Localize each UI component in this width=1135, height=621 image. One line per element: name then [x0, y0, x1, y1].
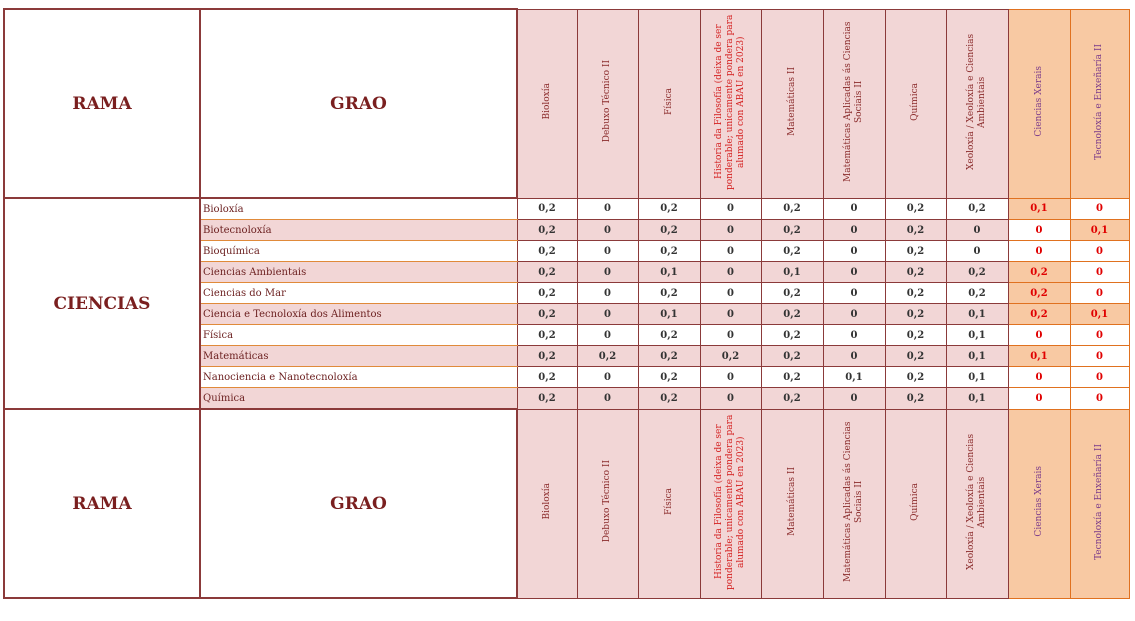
weight-cell: 0,2 — [700, 346, 761, 367]
weight-cell: 0 — [1008, 325, 1070, 346]
weight-cell: 0,1 — [1070, 304, 1129, 325]
top-subject-8 — [1008, 9, 1070, 198]
weight-cell: 0,2 — [885, 283, 946, 304]
weight-cell: 0 — [577, 262, 638, 283]
weight-cell: 0 — [577, 220, 638, 241]
weight-cell: 0 — [1070, 346, 1129, 367]
weight-cell: 0,2 — [761, 304, 823, 325]
weight-cell: 0,1 — [946, 388, 1008, 410]
weight-cell: 0,2 — [517, 325, 577, 346]
grado-name: Química — [200, 388, 517, 410]
weight-cell: 0 — [1008, 367, 1070, 388]
weight-cell: 0,1 — [638, 262, 700, 283]
weight-cell: 0 — [823, 304, 885, 325]
weight-cell: 0 — [1070, 388, 1129, 410]
grado-name: Ciencias Ambientais — [200, 262, 517, 283]
subject-label: Química — [910, 82, 920, 121]
top-subject-7 — [946, 9, 1008, 198]
weight-cell: 0,2 — [638, 346, 700, 367]
weight-cell: 0 — [577, 198, 638, 220]
weight-cell: 0 — [823, 198, 885, 220]
weight-cell: 0 — [1070, 283, 1129, 304]
weight-cell: 0,2 — [577, 346, 638, 367]
weight-cell: 0 — [823, 262, 885, 283]
weight-cell: 0 — [700, 198, 761, 220]
subject-label: Historia da Filosofía (deixa de ser ponderable; unicamente pondera para alumado con ABAU en 2023) — [714, 13, 746, 190]
weight-cell: 0 — [823, 220, 885, 241]
weight-cell: 0 — [946, 241, 1008, 262]
weight-cell: 0,2 — [761, 367, 823, 388]
weight-cell: 0,2 — [517, 388, 577, 410]
weight-cell: 0,2 — [885, 198, 946, 220]
subject-label: Matemáticas II — [786, 467, 797, 536]
weight-cell: 0 — [1070, 241, 1129, 262]
weight-cell: 0 — [823, 325, 885, 346]
grado-name: Biotecnoloxía — [200, 220, 517, 241]
weight-cell: 0,1 — [823, 367, 885, 388]
weight-cell: 0,2 — [761, 388, 823, 410]
top-subject-6 — [885, 9, 946, 198]
weight-cell: 0 — [1008, 220, 1070, 241]
weight-cell: 0 — [1008, 388, 1070, 410]
bottom-subject-8 — [1008, 409, 1070, 598]
rama-name: CIENCIAS — [4, 198, 200, 409]
top-subject-5 — [823, 9, 885, 198]
weight-cell: 0 — [700, 367, 761, 388]
top-subject-1 — [577, 9, 638, 198]
weight-cell: 0 — [700, 283, 761, 304]
weight-cell: 0 — [1070, 198, 1129, 220]
weight-cell: 0,2 — [761, 198, 823, 220]
weight-cell: 0,2 — [517, 262, 577, 283]
weight-cell: 0,2 — [517, 367, 577, 388]
subject-label: Historia da Filosofía (deixa de ser ponderable; unicamente pondera para alumado con ABAU en 2023) — [714, 413, 746, 590]
weight-cell: 0 — [823, 241, 885, 262]
weight-cell: 0 — [700, 241, 761, 262]
grado-name: Nanociencia e Nanotecnoloxía — [200, 367, 517, 388]
weight-cell: 0,2 — [638, 325, 700, 346]
subject-label: Química — [910, 482, 920, 521]
weight-cell: 0 — [577, 283, 638, 304]
top-subject-9 — [1070, 9, 1129, 198]
subject-label: Matemáticas II — [786, 67, 797, 136]
weight-cell: 0,1 — [761, 262, 823, 283]
weight-cell: 0,2 — [885, 220, 946, 241]
weight-cell: 0 — [700, 304, 761, 325]
bottom-subject-1 — [577, 409, 638, 598]
subject-label: Debuxo Técnico II — [602, 60, 612, 143]
weight-cell: 0 — [577, 304, 638, 325]
grao-header: GRAO — [200, 409, 517, 598]
weight-cell: 0,2 — [1008, 262, 1070, 283]
weight-cell: 0,2 — [761, 325, 823, 346]
rama-header: RAMA — [4, 409, 200, 598]
subject-label: Bioloxía — [541, 483, 552, 520]
weight-cell: 0,1 — [1008, 198, 1070, 220]
bottom-subject-6 — [885, 409, 946, 598]
weight-cell: 0 — [823, 283, 885, 304]
subject-label: Debuxo Técnico II — [602, 460, 612, 543]
grado-name: Ciencias do Mar — [200, 283, 517, 304]
subject-label: Ciencias Xerais — [1033, 66, 1044, 137]
subject-label: Matemáticas Aplicadas ás Ciencias Sociais II — [843, 21, 864, 182]
weight-cell: 0,2 — [638, 220, 700, 241]
weight-cell: 0,2 — [517, 220, 577, 241]
weight-cell: 0,2 — [761, 346, 823, 367]
top-subject-4 — [761, 9, 823, 198]
table-row — [4, 198, 1129, 220]
weight-cell: 0,2 — [885, 241, 946, 262]
subject-label: Física — [663, 87, 674, 116]
weight-cell: 0,1 — [946, 325, 1008, 346]
weight-cell: 0,2 — [638, 241, 700, 262]
weight-cell: 0 — [700, 325, 761, 346]
bottom-subject-4 — [761, 409, 823, 598]
subject-label: Ciencias Xerais — [1033, 466, 1044, 537]
weight-cell: 0,2 — [517, 241, 577, 262]
weight-cell: 0 — [946, 220, 1008, 241]
weight-cell: 0,2 — [885, 346, 946, 367]
weight-cell: 0,2 — [517, 304, 577, 325]
weighting-table — [3, 8, 1130, 599]
subject-label: Física — [663, 487, 674, 516]
grado-name: Bioloxía — [200, 198, 517, 220]
weight-cell: 0,2 — [1008, 304, 1070, 325]
weight-cell: 0 — [1070, 262, 1129, 283]
weight-cell: 0,1 — [946, 346, 1008, 367]
top-subject-2 — [638, 9, 700, 198]
weight-cell: 0 — [1070, 325, 1129, 346]
weight-cell: 0,2 — [1008, 283, 1070, 304]
weight-cell: 0,2 — [638, 388, 700, 410]
weight-cell: 0,2 — [885, 262, 946, 283]
bottom-subject-5 — [823, 409, 885, 598]
header-row-bottom — [4, 409, 1129, 598]
weight-cell: 0,1 — [946, 304, 1008, 325]
rama-header: RAMA — [4, 9, 200, 198]
subject-label: Tecnoloxía e Enxeñaría II — [1094, 43, 1104, 160]
weight-cell: 0,2 — [517, 198, 577, 220]
weight-cell: 0,1 — [638, 304, 700, 325]
subject-label: Bioloxía — [541, 83, 552, 120]
weight-cell: 0,2 — [946, 262, 1008, 283]
weight-cell: 0,2 — [885, 304, 946, 325]
subject-label: Matemáticas Aplicadas ás Ciencias Sociais II — [843, 421, 864, 582]
grao-header: GRAO — [200, 9, 517, 198]
subject-label: Xeoloxía / Xeoloxía e Ciencias Ambientais — [966, 433, 987, 570]
weight-cell: 0,2 — [638, 283, 700, 304]
bottom-subject-9 — [1070, 409, 1129, 598]
weight-cell: 0,2 — [517, 283, 577, 304]
weight-cell: 0,2 — [761, 283, 823, 304]
weight-cell: 0 — [577, 241, 638, 262]
subject-label: Tecnoloxía e Enxeñaría II — [1094, 443, 1104, 560]
weight-cell: 0 — [577, 367, 638, 388]
weight-cell: 0,2 — [638, 367, 700, 388]
weight-cell: 0,2 — [638, 198, 700, 220]
bottom-subject-2 — [638, 409, 700, 598]
weight-cell: 0,2 — [946, 283, 1008, 304]
top-subject-0 — [517, 9, 577, 198]
grado-name: Ciencia e Tecnoloxía dos Alimentos — [200, 304, 517, 325]
weight-cell: 0 — [700, 220, 761, 241]
weight-cell: 0,2 — [885, 388, 946, 410]
grado-name: Física — [200, 325, 517, 346]
grado-name: Matemáticas — [200, 346, 517, 367]
weight-cell: 0 — [1008, 241, 1070, 262]
weight-cell: 0,1 — [1070, 220, 1129, 241]
weight-cell: 0,2 — [946, 198, 1008, 220]
top-subject-3 — [700, 9, 761, 198]
weight-cell: 0 — [823, 346, 885, 367]
weight-cell: 0,2 — [761, 241, 823, 262]
weight-cell: 0 — [823, 388, 885, 410]
grado-name: Bioquímica — [200, 241, 517, 262]
bottom-subject-3 — [700, 409, 761, 598]
weight-cell: 0,1 — [946, 367, 1008, 388]
header-row-top — [4, 9, 1129, 198]
weight-cell: 0,2 — [517, 346, 577, 367]
weight-cell: 0 — [1070, 367, 1129, 388]
weight-cell: 0,2 — [761, 220, 823, 241]
weight-cell: 0 — [700, 388, 761, 410]
subject-label: Xeoloxía / Xeoloxía e Ciencias Ambientais — [966, 33, 987, 170]
weight-cell: 0 — [577, 325, 638, 346]
weight-cell: 0,1 — [1008, 346, 1070, 367]
weight-cell: 0,2 — [885, 367, 946, 388]
bottom-subject-0 — [517, 409, 577, 598]
weight-cell: 0 — [577, 388, 638, 410]
bottom-subject-7 — [946, 409, 1008, 598]
weight-cell: 0,2 — [885, 325, 946, 346]
weight-cell: 0 — [700, 262, 761, 283]
